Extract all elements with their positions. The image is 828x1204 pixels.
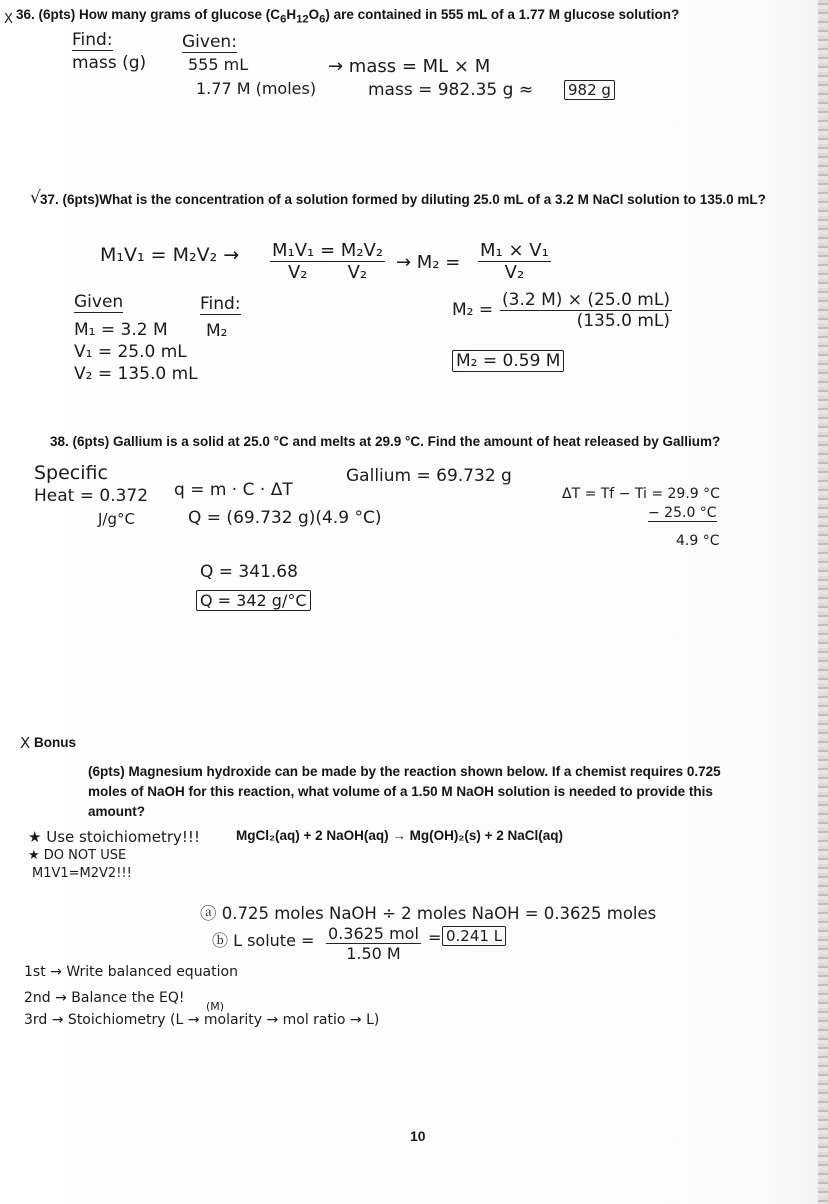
q37-equation-2: $\frac{\text{M₁V₁ = M₂V₂}}{\text{V₂ V₂}}$: [272, 240, 384, 283]
bonus-note-formula: M1V1=M2V2!!!: [32, 866, 132, 881]
q37-find-label: Find:: [200, 294, 241, 314]
q37-given-v1: V₁ = 25.0 mL: [74, 342, 187, 362]
q38-delta-t-minus: − 25.0 °C: [648, 505, 717, 521]
bonus-question: (6pts) Magnesium hydroxide can be made by the reaction shown below. If a chemist requires 0.725 moles of NaOH for this reaction, what volume of a 1.50 M NaOH solution is needed to provide this amount?: [88, 764, 721, 819]
q37-given-label: Given: [74, 292, 124, 312]
bonus-step-b-equals: =: [428, 928, 442, 947]
bonus-step-b-fraction: 0.3625 mol 1.50 M: [328, 924, 419, 963]
q38-delta-t: ΔT = Tf − Ti = 29.9 °C: [562, 486, 720, 502]
q37-answer-box: M₂ = 0.59 M: [452, 350, 564, 372]
bonus-grade-mark: X: [20, 734, 31, 752]
bonus-step-b-lhs: ⓑ L solute =: [212, 931, 315, 950]
q37-grade-mark: √: [30, 188, 41, 208]
q36-answer-box: 982 g: [564, 80, 615, 100]
q37-equation-3-fraction: $\frac{\text{M₁ × V₁}}{\text{V₂}}$: [480, 240, 549, 283]
page-number: 10: [410, 1128, 426, 1144]
q36-work: mass = 982.35 g ≈: [368, 80, 534, 100]
q37-find-value: M₂: [206, 321, 228, 341]
q38-result: Q = 341.68: [200, 562, 298, 582]
q36-given-label: Given:: [182, 32, 237, 52]
bonus-tip-1: 1st → Write balanced equation: [24, 964, 238, 980]
q38-gallium-mass: Gallium = 69.732 g: [346, 466, 512, 486]
bonus-title: Bonus: [34, 735, 76, 750]
q38-specific-label: Specific: [34, 462, 108, 484]
q37-equation-1: M₁V₁ = M₂V₂ →: [100, 244, 240, 266]
q36-given-molarity: 1.77 M (moles): [196, 79, 317, 98]
paper-edge: [818, 0, 828, 1204]
q37-given-m1: M₁ = 3.2 M: [74, 320, 168, 340]
bonus-answer-box: 0.241 L: [442, 926, 506, 946]
q37-equation-3-lhs: → M₂ =: [396, 252, 461, 273]
bonus-tip-2: 2nd → Balance the EQ!: [24, 990, 185, 1006]
q37-calc-lhs: M₂ =: [452, 300, 494, 320]
bonus-tip-3: 3rd → Stoichiometry (L → molarity → mol ratio → L): [24, 1012, 380, 1028]
q36-find-value: mass (g): [72, 53, 147, 73]
q36-grade-mark: X: [4, 12, 13, 27]
bonus-tip-3-molarity-mark: (M): [206, 1000, 225, 1013]
q36-given-volume: 555 mL: [188, 55, 249, 74]
q38-answer-box: Q = 342 g/°C: [196, 590, 311, 611]
q36-formula: → mass = ML × M: [328, 56, 491, 77]
q37-given-v2: V₂ = 135.0 mL: [74, 364, 198, 384]
q38-substitution: Q = (69.732 g)(4.9 °C): [188, 508, 382, 528]
q38-formula: q = m · C · ΔT: [174, 480, 293, 500]
q38-specific-unit: J/g°C: [98, 510, 135, 528]
bonus-step-a: ⓐ 0.725 moles NaOH ÷ 2 moles NaOH = 0.3625 moles: [200, 904, 657, 923]
q38-question: 38. (6pts) Gallium is a solid at 25.0 °C and melts at 29.9 °C. Find the amount of heat released by Gallium?: [50, 434, 721, 449]
q36-find-label: Find:: [72, 30, 113, 50]
q36-question: 36. (6pts) How many grams of glucose $(C_6H_{12}O_6)$ are contained in 555 mL of a 1.77 M glucose solution?: [16, 7, 680, 26]
bonus-note-stoichiometry: ★ Use stoichiometry!!!: [28, 828, 200, 846]
q37-calc-fraction: $\frac{(3.2 M) \times (25.0 mL)}{(135.0 mL)}$: [502, 290, 670, 331]
q38-specific-heat: Heat = 0.372: [34, 486, 149, 506]
q38-delta-t-result: 4.9 °C: [676, 533, 720, 549]
q37-question: 37. (6pts)What is the concentration of a solution formed by diluting 25.0 mL of a 3.2 M NaCl solution to 135.0 mL?: [40, 192, 766, 207]
bonus-reaction: MgCl₂(aq) + 2 NaOH(aq) → Mg(OH)₂(s) + 2 NaCl(aq): [236, 828, 564, 843]
bonus-note-do-not-use: ★ DO NOT USE: [28, 848, 127, 863]
